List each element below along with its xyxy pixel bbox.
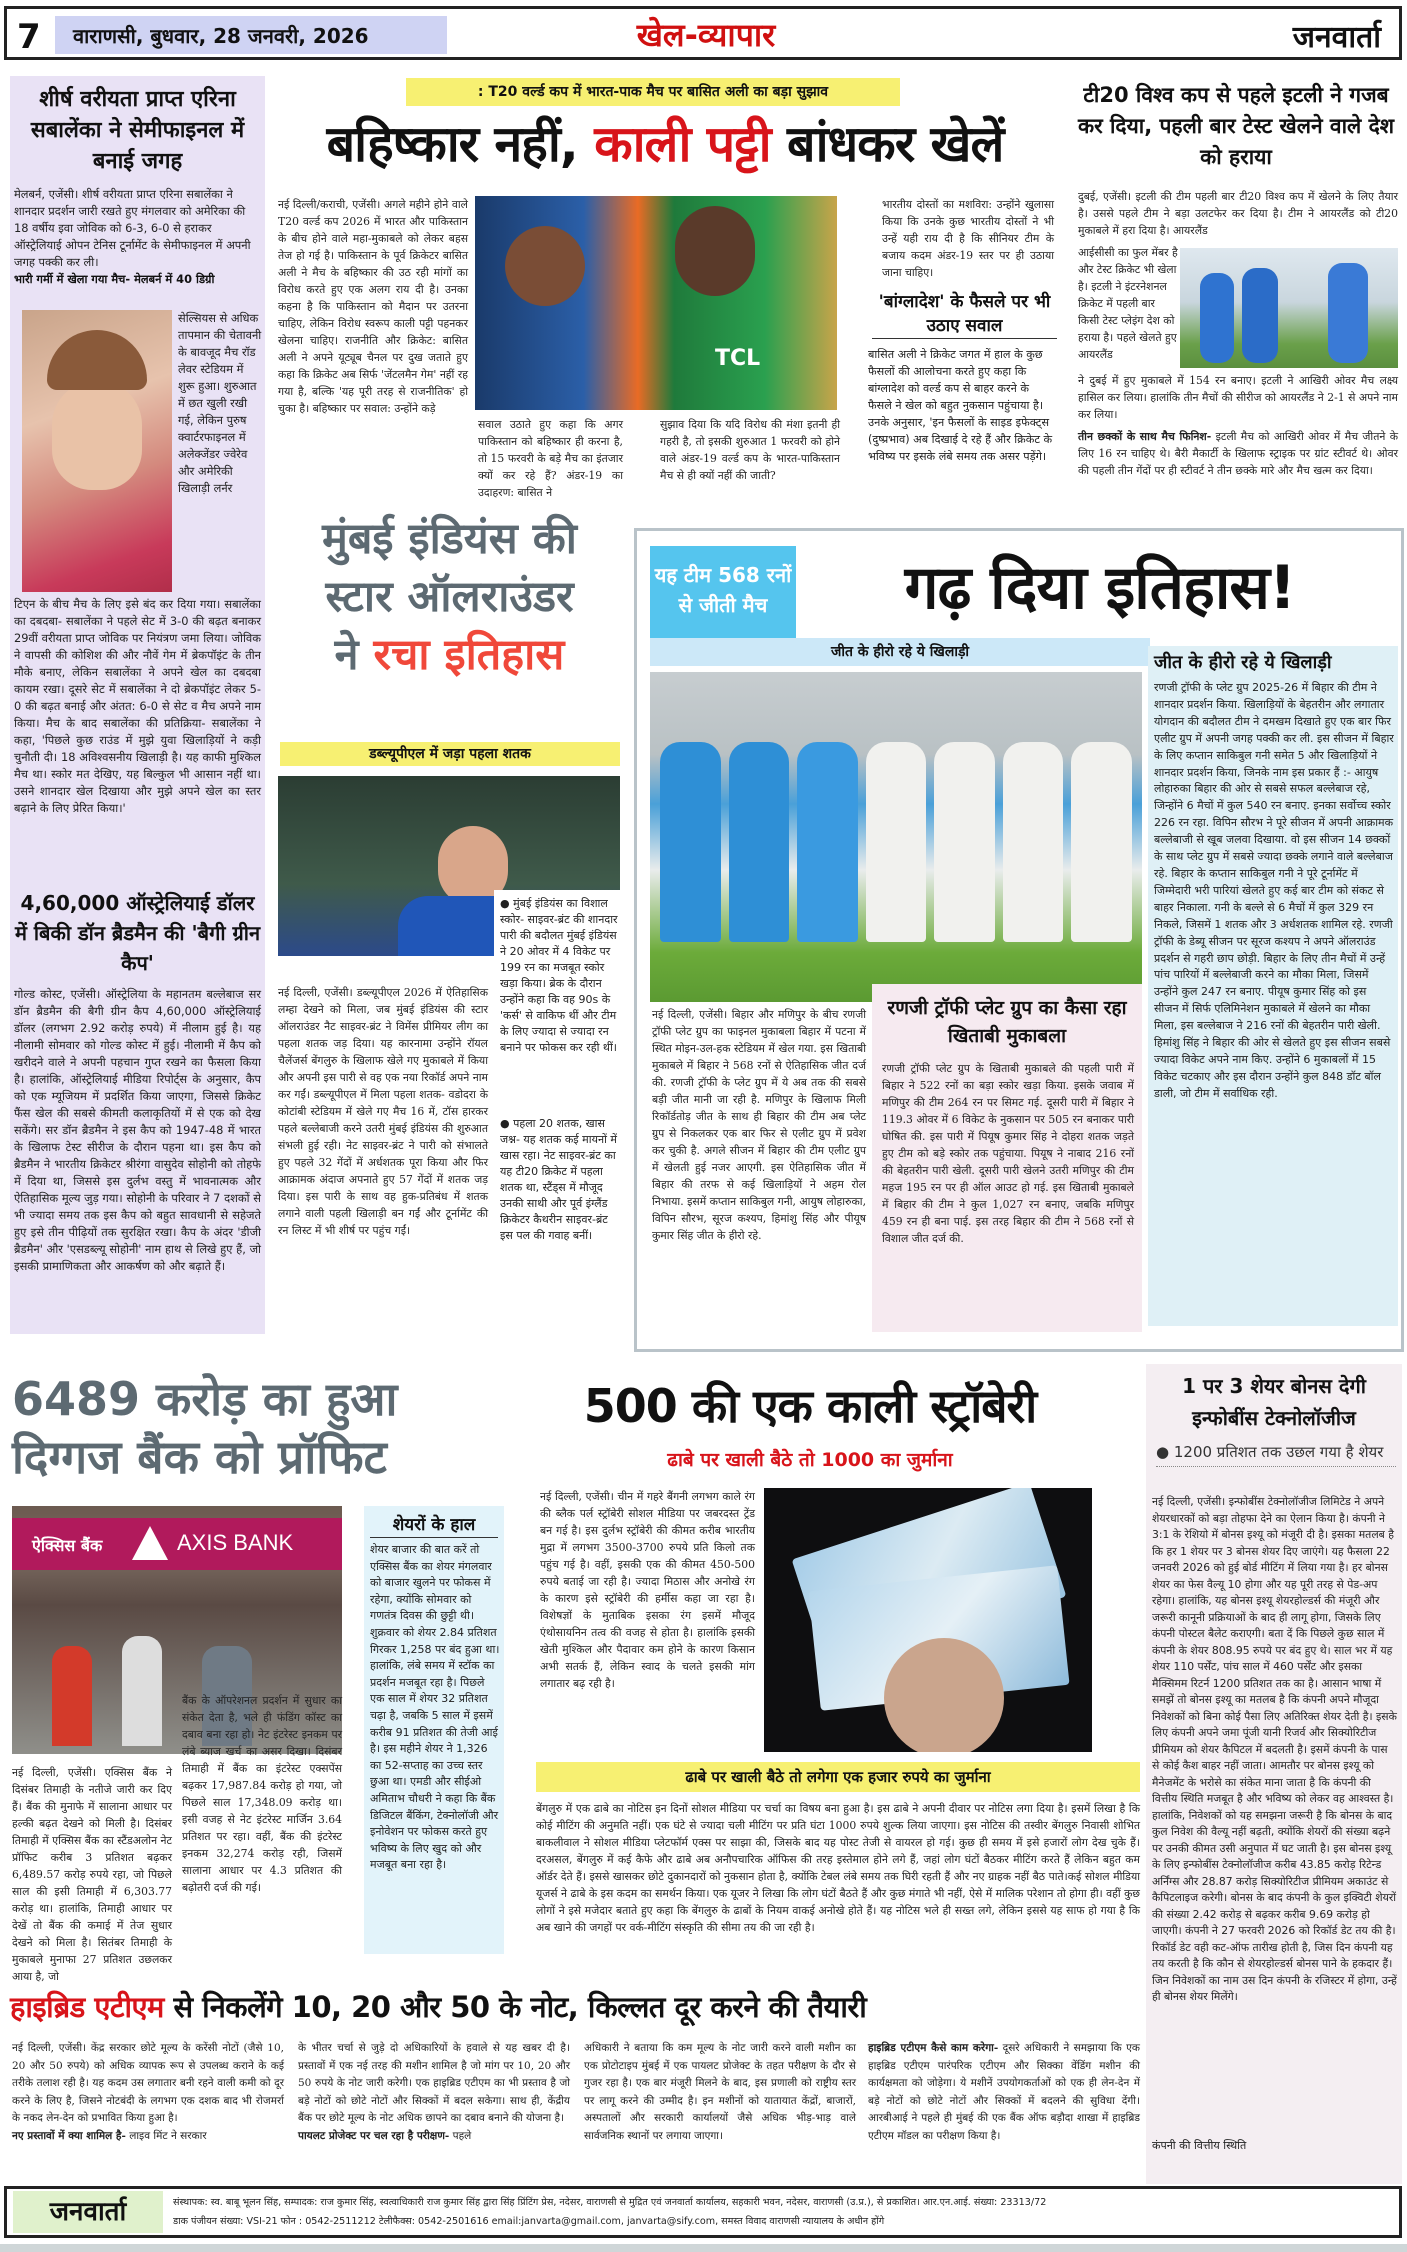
atm-col1-text: नई दिल्ली, एजेंसी। केंद्र सरकार छोटे मूल्य के करेंसी नोटों (जैसे 10, 20 और 50 रुपये) को अधिक व्यापक रूप से उपलब्ध कराने के कई तरीके तलाश रही है। यह कदम उस लगातार बनी रहने वाली कमी को दूर करने के लिए है, जिसने नोटबंदी के लगभग एक दशक बाद भी रोजमर्रा के नकद लेन-देन को प्रभावित किया हुआ है। <box>12 2042 284 2124</box>
player-fig-1 <box>1200 273 1234 363</box>
player-figure <box>1071 742 1132 942</box>
player-figure <box>797 742 858 942</box>
strawberry-body: नई दिल्ली, एजेंसी। चीन में गहरे बैंगनी लगभग काले रंग की ब्लैक पर्ल स्ट्रॉबेरी सोशल मीडिया पर जबरदस्त ट्रेंड बन गई है। इस दुर्लभ स्ट्रॉबेरी की कीमत करीब भारतीय मुद्रा में लगभग 3500-3700 रुपये प्रति किलो तक पहुंच गई है। वहीं, इसकी एक की कीमत 450-500 रुपये बताई जा रही है। ज्यादा मिठास और अनोखे रंग के कारण इसे स्ट्रॉबेरी की हर्मीस कहा जा रहा है। विशेषज्ञों के मुताबिक इसका रंग इसमें मौजूद एंथोसायनिन तत्व की वजह से होता है। हालांकि इसकी खेती मुश्किल और पैदावार कम होने के कारण किसान अभी सतर्क हैं, लेकिन स्वाद के चलते इसकी मांग लगातार बढ़ रही है। <box>540 1490 755 1690</box>
basit-col1: नई दिल्ली/कराची, एजेंसी। अगले महीने होने वाले T20 वर्ल्ड कप 2026 में भारत और पाकिस्तान के बीच होने वाले महा-मुकाबले को लेकर बहस तेज हो गई है। पाकिस्तान के पूर्व क्रिकेटर बासित अली ने मैच के बहिष्कार की उठ रही मांगों का विरोध करते हुए एक अलग राय दी है। उनका कहना है कि पाकिस्तान को मैदान पर उतरना चाहिए, लेकिन विरोध स्वरूप काली पट्टी पहनकर खेलना चाहिए। राजनीति और क्रिकेट: बासित अली ने अपने यूट्यूब चैनल पर दुख जताते हुए कहा कि क्रिकेट अब सिर्फ 'जेंटलमैन गेम' नहीं रह गया है, बल्कि 'यह पूरी तरह से राजनीतिक' हो चुका है। बहिष्कार पर सवाल: उन्होंने कड़े <box>278 198 468 415</box>
axis-logo-icon <box>132 1526 168 1560</box>
player-fig-2 <box>1242 268 1278 363</box>
italy-subhead: तीन छक्कों के साथ मैच फिनिश- <box>1078 430 1212 443</box>
player-head-1 <box>505 226 585 306</box>
basit-kicker: : T20 वर्ल्ड कप में भारत-पाक मैच पर बासित अली का बड़ा सुझाव <box>406 78 900 106</box>
face-shape <box>52 380 142 490</box>
player-figure <box>866 742 927 942</box>
imprint-brand: जनवार्ता <box>13 2191 163 2233</box>
sabalenka-body: टिएन के बीच मैच के लिए इसे बंद कर दिया गया। सबालेंका का दबदबा- सबालेंका ने पहले सेट में 3-0 की बढ़त बनाकर 29वीं वरीयता प्राप्त जोविक पर नियंत्रण जमा लिया। जोविक ने वापसी की कोशिश की और नौवें गेम में ब्रेकपॉइंट के तीन मौके बनाए, लेकिन सबालेंका ने अपने खेल का दबदबा कायम रखा। दूसरे सेट में सबालेंका ने दो ब्रेकपॉइंट लेकर 5-0 की बढ़त बनाई और अंतत: 6-0 से सेट व मैच अपने नाम किया। मैच के बाद सबालेंका की प्रतिक्रिया- सबालेंका ने कहा, 'पिछले कुछ राउंड में मुझे युवा खिलाड़ियों ने कड़ी चुनौती दी। 18 अविश्वसनीय खिलाड़ी है। यह काफी मुश्किल मैच था। स्कोर मत देखिए, यह बिल्कुल भी आसान नहीं था। उसने शानदार खेल दिखाया और मुझे अपने खेल का स्तर बढ़ाने के लिए प्रेरित किया।' <box>14 597 261 815</box>
wpl-headline-line1: मुंबई इंडियंस की <box>322 514 577 564</box>
italy-wrap: आईसीसी का फुल मेंबर है और टेस्ट क्रिकेट भी खेला है। इटली ने इंटरनेशनल क्रिकेट में पहली बार किसी टेस्ट प्लेइंग देश को हराया है। पहले खेलते हुए आयरलैंड <box>1078 246 1178 361</box>
wpl-bullet1-text: मुंबई इंडियंस का विशाल स्कोर- साइवर-ब्रंट की शानदार पारी की बदौलत मुंबई इंडियंस ने 20 ओवर में 4 विकेट पर 199 रन का मजबूत स्कोर खड़ा किया। ब्रेक के दौरान उन्होंने कहा कि वह 90s के 'कर्स' से वाकिफ थीं और टीम के लिए ज्यादा से ज्यादा रन बनाने पर फोकस कर रही थीं। <box>500 897 618 1054</box>
dhaba-title: ढाबे पर खाली बैठे तो लगेगा एक हजार रुपये का जुर्माना <box>536 1762 1140 1792</box>
infobeans-bullet-text: 1200 प्रतिशत तक उछल गया है शेयर <box>1173 1443 1384 1461</box>
italy-body2-text: इटली मैच को आखिरी ओवर में मैच जीतने के लिए 16 रन चाहिए थे। बैरी मैकार्टी के खिलाफ स्ट्राइक पर ग्रांट स्टीवर्ट थे। ओवर की पहली तीन गेंदों पर ही स्टीवर्ट ने तीन छक्के मारे और मैच खत्म कर दिया। <box>1078 430 1399 477</box>
ranji-body: नई दिल्ली, एजेंसी। बिहार और मणिपुर के बीच रणजी ट्रॉफी प्लेट ग्रुप का फाइनल मुकाबला बिहार में पटना में स्थित मोइन-उल-हक स्टेडियम में खेल गया. इस खिताबी मुकाबले में बिहार ने 568 रनों से ऐतिहासिक जीत दर्ज की. रणजी ट्रॉफी के प्लेट ग्रुप में ये अब तक की सबसे बड़ी जीत मानी जा रही है. मणिपुर के खिलाफ मिली रिकॉर्डतोड़ जीत के साथ ही बिहार की टीम अब प्लेट ग्रुप से निकलकर एक बार फिर से एलीट ग्रुप में प्रवेश कर चुकी है. अगले सीजन में बिहार की टीम एलीट ग्रुप में खेलती हुई नजर आएगी. इस ऐतिहासिक जीत में बिहार की तरफ से कई खिलाड़ियों ने अहम रोल निभाया. इसमें कप्तान साकिबुल गनी, आयुष लोहारुका, विपिन सौरभ, सूरज कश्यप, हिमांशु सिंह और पीयूष कुमार सिंह जीत के हीरो रहे. <box>652 1008 867 1242</box>
wpl-bullet2 <box>500 1116 620 1244</box>
infobeans-bullet <box>1156 1440 1396 1467</box>
hand-shape <box>884 1638 1004 1752</box>
brand-logo: जनवार्ता <box>1292 20 1381 55</box>
atm-col1 <box>12 2040 284 2145</box>
dhaba-body: बेंगलुरु में एक ढाबे का नोटिस इन दिनों सोशल मीडिया पर चर्चा का विषय बना हुआ है। इस ढाबे ने अपनी दीवार पर नोटिस लगा दिया है। इसमें लिखा है कि कोई मीटिंग की अनुमति नहीं। एक घंटे से ज्यादा चली मीटिंग पर प्रति घंटा 1000 रुपये शुल्क लिया जाएगा। इस नोटिस की तस्वीर बेंगलुरु निवासी शोभित बाकलीवाल ने सोशल मीडिया प्लेटफॉर्म एक्स पर साझा की, जिसके बाद यह पोस्ट तेजी से वायरल हो गई। कुछ ही समय में इसे हजारों लोग देख चुके हैं। दरअसल, बेंगलुरु में कई कैफे और ढाबे अब अनौपचारिक ऑफिस की तरह इस्तेमाल होने लगे हैं, जहां लोग घंटों बैठकर मीटिंग करते हैं लेकिन बहुत कम ऑर्डर देते हैं। इससे खासकर छोटे दुकानदारों को नुकसान होता है, क्योंकि टेबल लंबे समय तक घिरी रहती हैं और नए ग्राहक नहीं बैठ पाते।कई सोशल मीडिया यूजर्स ने ढाबे के इस कदम का समर्थन किया। एक यूजर ने लिखा कि लोग घंटों बैठते हैं और कुछ मंगाते भी नहीं, ऐसे में मालिक परेशान तो होगा ही। वहीं कुछ लोगों ने इसे मजेदार बताते हुए कहा कि बेंगलुरु के ढाबों के नियम वाकई अनोखे होते हैं। यह नोटिस भले ही सख्त लगे, लेकिन इससे यह साफ हो गया है कि अब खाने की जगहों पर वर्क-मीटिंग संस्कृति की सीमा तय की जा रही है। <box>536 1802 1140 1934</box>
shares-body: शेयर बाजार की बात करें तो एक्सिस बैंक का शेयर मंगलवार को बाजार खुलने पर फोकस में रहेगा, क्योंकि सोमवार को गणतंत्र दिवस की छुट्टी थी। शुक्रवार को शेयर 2.84 प्रतिशत गिरकर 1,258 पर बंद हुआ था। हालांकि, लंबे समय में स्टॉक का प्रदर्शन मजबूत रहा है। पिछले एक साल में शेयर 32 प्रतिशत चढ़ा है, जबकि 5 साल में इसमें करीब 91 प्रतिशत की तेजी आई है। इस महीने शेयर ने 1,326 का 52-सप्ताह का उच्च स्तर छुआ था। एमडी और सीईओ अमिताभ चौधरी ने कहा कि बैंक डिजिटल बैंकिंग, टेक्नोलॉजी और इनोवेशन पर फोकस करते हुए भविष्य के लिए खुद को और मजबूत बना रहा है। <box>370 1543 500 1872</box>
atm-headline-red: हाइब्रिड एटीएम <box>10 1990 164 2024</box>
bradman-headline: 4,60,000 ऑस्ट्रेलियाई डॉलर में बिकी डॉन ब्रैडमैन की 'बैगी ग्रीन कैप' <box>14 891 261 975</box>
atm-col4-text: दूसरे अधिकारी ने समझाया कि एक हाइब्रिड एटीएम पारंपरिक एटीएम और सिक्का वेंडिंग मशीन की कार्यक्षमता को जोड़ेगा। ये मशीनें उपयोगकर्ताओं को एक ही लेन-देन में बड़े नोटों को छोटे नोटों और सिक्कों में बदलने की सुविधा देंगी। आरबीआई ने पहले ही मुंबई की एक बैंक ऑफ बड़ौदा शाखा में हाइब्रिड एटीएम मॉडल का परीक्षण किया है। <box>868 2042 1140 2142</box>
wpl-headline-line2: स्टार ऑलराउंडर <box>325 572 574 622</box>
person-figure <box>122 1636 162 1746</box>
axis-headline-line2: दिग्गज बैंक को प्रॉफिट <box>12 1430 387 1484</box>
atm-col3: अधिकारी ने बताया कि कम मूल्य के नोट जारी करने वाली मशीन का एक प्रोटोटाइप मुंबई में एक पायलट प्रोजेक्ट के तहत परीक्षण के दौर से गुजर रहा है। एक बार मंजूरी मिलने के बाद, इस प्रणाली को राष्ट्रीय स्तर पर लागू करने की उम्मीद है। इन मशीनों को यातायात केंद्रों, बाजारों, अस्पतालों और सरकारी कार्यालयों जैसे अधिक भीड़-भाड़ वाले सार्वजनिक स्थानों पर लगाया जाएगा। <box>584 2042 856 2142</box>
page-number: 7 <box>17 17 41 57</box>
dateline: वाराणसी, बुधवार, 28 जनवरी, 2026 <box>55 16 447 54</box>
wpl-body: नई दिल्ली, एजेंसी। डब्ल्यूपीएल 2026 में ऐतिहासिक लम्हा देखने को मिला, जब मुंबई इंडियंस की स्टार ऑलराउंडर नैट साइवर-ब्रंट ने विमेंस प्रीमियर लीग का पहला शतक जड़ दिया। यह कारनामा उन्होंने रॉयल चैलेंजर्स बेंगलुरु के खिलाफ खेले गए मुकाबले में किया और अपनी इस पारी से वह एक नया रिकॉर्ड अपने नाम कर गईं। डब्ल्यूपीएल में मिला पहला शतक- वडोदरा के कोटांबी स्टेडियम में खेले गए मैच 16 में, टॉस हारकर पहले बल्लेबाजी करने उतरी मुंबई इंडियंस की शुरुआत संभली हुई रही। नेट साइवर-ब्रंट ने पारी को संभालते हुए पहले 32 गेंदों में अर्धशतक पूरा किया और फिर आक्रामक अंदाज अपनाते हुए 57 गेंदों में शतक जड़ दिया। इस पारी के साथ वह हुक-प्रतिबंध में शतक लगाने वाली पहली खिलाड़ी बन गईं और टूर्नामेंट की रन लिस्ट में भी शीर्ष पर पहुंच गईं। <box>278 986 488 1237</box>
axis-headline <box>12 1370 532 1486</box>
wpl-headline-line3 <box>272 626 627 684</box>
basit-photo <box>475 196 837 410</box>
player-fig-3 <box>1328 263 1368 363</box>
ranji-box-body: रणजी ट्रॉफी प्लेट ग्रुप के खिताबी मुकाबले की पहली पारी में बिहार ने 522 रनों का बड़ा स्कोर खड़ा किया. इसके जवाब में मणिपुर की टीम 264 रन पर सिमट गई. दूसरी पारी में बिहार ने 119.3 ओवर में 6 विकेट के नुकसान पर 505 रन बनाकर पारी घोषित की. इस पारी में पियूष कुमार सिंह ने दोहरा शतक जड़ते हुए टीम को बड़े स्कोर तक पहुंचाया. पियूष ने नाबाद 216 रनों की बेहतरीन पारी खेली. दूसरी पारी खेलने उतरी मणिपुर की टीम महज 195 रन पर ही ऑल आउट हो गई. इस खिताबी मुकाबले में बिहार की टीम ने कुल 1,027 रन बनाए, जबकि मणिपुर 459 रन ही बना पाई. इस तरह बिहार की टीम ने 568 रनों से विशाल जीत दर्ज की. <box>882 1062 1134 1245</box>
basit-col3: सुझाव दिया कि यदि विरोध की मंशा इतनी ही गहरी है, तो इसकी शुरुआत 1 फरवरी को होने वाले अंडर-19 वर्ल्ड कप के भारत-पाकिस्तान मैच से ही क्यों नहीं की जाती? <box>660 418 840 482</box>
basit-headline <box>270 114 1060 174</box>
atm-col2-tail: पहले <box>452 2129 472 2142</box>
infobeans-headline: 1 पर 3 शेयर बोनस देगी इन्फोबींस टेक्नोलॉजीज <box>1182 1374 1366 1430</box>
player-figure <box>660 742 721 942</box>
atm-col4-subhead: हाइब्रिड एटीएम कैसे काम करेगा- <box>868 2042 999 2054</box>
bullet-dot-icon: ● <box>1156 1443 1174 1461</box>
italy-lead: दुबई, एजेंसी। इटली की टीम पहली बार टी20 विश्व कप में खेलने के लिए तैयार है। उससे पहले टीम ने बड़ा उलटफेर कर दिया है। टीम ने आयरलैंड को टी20 मुकाबले में हरा दिया है। आयरलैंड <box>1078 190 1398 237</box>
imprint-footer <box>4 2186 1402 2238</box>
tcl-logo: TCL <box>715 346 761 371</box>
masthead <box>4 6 1402 60</box>
strawberry-headline: 500 की एक काली स्ट्रॉबेरी <box>583 1379 1037 1433</box>
atm-headline-rest: से निकलेंगे 10, 20 और 50 के नोट, किल्लत दूर करने की तैयारी <box>173 1990 867 2024</box>
strawberry-subhead: ढाबे पर खाली बैठे तो 1000 का जुर्माना <box>667 1449 953 1471</box>
sabalenka-wrap: सेल्सियस से अधिक तापमान की चेतावनी के बावजूद मैच रॉड लेवर स्टेडियम में शुरू हुआ। शुरुआत में छत खुली रखी गई, लेकिन पुरुष क्वार्टरफाइनल में अलेक्जेंडर ज्वेरेव और अमेरिकी खिलाड़ी लर्नर <box>178 311 262 495</box>
headline-red: काली पट्टी <box>594 115 771 173</box>
currency-photo <box>764 1488 1092 1752</box>
shares-title: शेयरों के हाल <box>370 1512 498 1538</box>
player-figure <box>729 742 790 942</box>
atm-col2-subhead: पायलट प्रोजेक्ट पर चल रहा है परीक्षण- <box>298 2129 450 2142</box>
atm-col2 <box>298 2040 570 2145</box>
imprint-line2: डाक पंजीयन संख्या: VSI-21 फोन : 0542-2511212 टेलीफैक्स: 0542-2501616 email:janvarta@gmail.com, janvarta@sify.com, समस्त विवाद वाराणसी न्यायालय के अधीन होंगे <box>173 2216 885 2227</box>
player-figure <box>934 742 995 942</box>
sabalenka-headline: शीर्ष वरीयता प्राप्त एरिना सबालेंका ने सेमीफाइनल में बनाई जगह <box>30 87 245 174</box>
ranji-box-title: रणजी ट्रॉफी प्लेट ग्रुप का कैसा रहा खिताबी मुकाबला <box>887 997 1127 1047</box>
axis-sign-english: AXIS BANK <box>177 1530 294 1555</box>
wpl-headline-ne: ने <box>334 630 359 680</box>
ranji-team-photo <box>650 672 1142 1002</box>
imprint-line1: संस्थापक: स्व. बाबू भूलन सिंह, सम्पादक: राज कुमार सिंह, स्वत्वाधिकारी राज कुमार सिंह द्वारा सिंह प्रिंटिंग प्रेस, नदेसर, वाराणसी से मुद्रित एवं जनवार्ता कार्यालय, सहकारी भवन, नदेसर, वाराणसी (उ.प्र.), से प्रकाशित। आर.एन.आई. संख्या: 23313/72 <box>173 2197 1047 2208</box>
sabalenka-lead: मेलबर्न, एजेंसी। शीर्ष वरीयता प्राप्त एरिना सबालेंका ने शानदार प्रदर्शन जारी रखते हुए मंगलवार को अमेरिका की 18 वर्षीय इवा जोविक को 6-3, 6-0 से हराकर ऑस्ट्रेलियाई ओपन टेनिस टूर्नामेंट के सेमीफाइनल में अपनी जगह पक्की कर ली। <box>14 187 251 269</box>
wpl-strap: डब्ल्यूपीएल में जड़ा पहला शतक <box>280 742 620 766</box>
ranji-tag: यह टीम 568 रनों से जीती मैच <box>650 546 796 638</box>
wpl-bullet2-text: पहला 20 शतक, खास जश्न- यह शतक कई मायनों में खास रहा। नेट साइवर-ब्रंट का यह टी20 क्रिकेट में पहला शतक था, स्टैंड्स में मौजूद उनकी साथी और पूर्व इंग्लैंड क्रिकेटर कैथरीन साइवर-ब्रंट इस पल की गवाह बनीं। <box>500 1117 617 1242</box>
atm-headline <box>10 1986 1140 2028</box>
basit-col2: सवाल उठाते हुए कहा कि अगर पाकिस्तान को बहिष्कार ही करना है, तो 15 फरवरी के बड़े मैच का इंतजार क्यों कर रहे हैं? अंडर-19 का उदाहरण: बासित ने <box>478 418 623 499</box>
infobeans-body: नई दिल्ली, एजेंसी। इन्फोबींस टेक्नोलॉजीज लिमिटेड ने अपने शेयरधारकों को बड़ा तोहफा देने का ऐलान किया है। कंपनी ने 3:1 के रेशियो में बोनस इश्यू को मंजूरी दी है। इसका मतलब है कि हर 1 शेयर पर 3 बोनस शेयर दिए जाएंगे। यह फैसला 22 जनवरी 2026 को हुई बोर्ड मीटिंग में लिया गया है। हर बोनस शेयर का फेस वैल्यू 10 होगा और यह पूरी तरह से पेड-अप रहेगा। हालांकि, यह बोनस इश्यू शेयरहोल्डर्स की मंजूरी और जरूरी कानूनी प्रक्रियाओं के बाद ही लागू होगा, जिसके लिए कंपनी पोस्टल बैलेट कराएगी। बता दें कि पिछले कुछ साल में कंपनी के शेयर 808.95 रुपये पर बंद हुए थे। साल भर में यह शेयर 110 पर्सेंट, पांच साल में 460 पर्सेंट और इसका मैक्सिमम रिटर्न 1200 प्रतिशत तक का है। आसान भाषा में समझें तो बोनस इश्यू का मतलब है कि कंपनी अपने मौजूदा निवेशकों को बिना कोई पैसा लिए अतिरिक्त शेयर देती है। इसके लिए कंपनी अपने जमा पूंजी यानी रिजर्व और सिक्योरिटीज प्रीमियम को शेयर कैपिटल में बदलती है। इसमें कंपनी के पास से कोई कैश बाहर नहीं जाता। आमतौर पर बोनस इश्यू को मैनेजमेंट के भरोसे का संकेत माना जाता है कि कंपनी की वित्तीय स्थिति मजबूत है और भविष्य को लेकर वह आश्वस्त है। हालांकि, निवेशकों को यह समझना जरूरी है कि बोनस के बाद कुल निवेश की वैल्यू नहीं बढ़ती, क्योंकि शेयरों की संख्या बढ़ने पर उनकी कीमत उसी अनुपात में घट जाती है। इस बोनस इश्यू के लिए इन्फोबींस टेक्नोलॉजीज करीब 43.85 करोड़ रिटेन्ड अर्निंग्स और 28.87 करोड़ सिक्योरिटीज प्रीमियम अकाउंट से कैपिटलाइज करेगी। बोनस के बाद कंपनी के कुल इक्विटी शेयरों की संख्या 2.42 करोड़ से बढ़कर करीब 9.69 करोड़ हो जाएगी। कंपनी ने 27 फरवरी 2026 को रिकॉर्ड डेट तय की है। रिकॉर्ड डेट वही कट-ऑफ तारीख होती है, जिस दिन कंपनी यह तय करती है कि कौन से शेयरहोल्डर्स बोनस पाने के हकदार हैं। जिन निवेशकों का नाम उस दिन कंपनी के रजिस्टर में होगा, उन्हें ही बोनस शेयर मिलेंगे। <box>1152 1495 1397 2003</box>
wpl-bullet1 <box>500 896 620 1056</box>
headline-part1: बहिष्कार नहीं, <box>326 115 578 173</box>
wpl-headline-red: रचा इतिहास <box>373 630 565 680</box>
person-figure <box>52 1646 92 1746</box>
player-head-2 <box>675 206 755 296</box>
infobeans-footer-sub: कंपनी की वित्तीय स्थिति <box>1152 2139 1247 2152</box>
italy-photo <box>1180 248 1398 368</box>
ranji-side-title: जीत के हीरो रहे ये खिलाड़ी <box>1154 652 1332 673</box>
sabalenka-subhead: भारी गर्मी में खेला गया मैच- मेलबर्न में 40 डिग्री <box>14 272 215 286</box>
atm-col2-text: के भीतर चर्चा से जुड़े दो अधिकारियों के हवाले से यह खबर दी है। प्रस्तावों में एक नई तरह की मशीन शामिल है जो मांग पर 10, 20 और 50 रुपये के नोट जारी करेगी। एक हाइब्रिड एटीएम का भी प्रस्ताव है जो बड़े नोटों को छोटे नोटों और सिक्कों में बदल सकेगा। साथ ही, केंद्रीय बैंक पर छोटे मूल्य के नोट अधिक छापने का दबाव बनाने की योजना है। <box>298 2042 570 2124</box>
hair-shape <box>47 330 147 390</box>
team-figures <box>650 742 1142 942</box>
wpl-headline <box>272 510 627 684</box>
sabalenka-photo <box>22 310 172 592</box>
basit-col4: भारतीय दोस्तों का मशविरा: उन्होंने खुलासा किया कि उनके कुछ भारतीय दोस्तों ने भी उन्हें यही राय दी है कि सीनियर टीम के बजाय कदम अंडर-19 स्तर पर ही उठाया जाना चाहिए। <box>882 198 1054 279</box>
bottom-trim <box>0 2244 1407 2252</box>
italy-body2 <box>1078 428 1398 479</box>
ranji-side-body: रणजी ट्रॉफी के प्लेट ग्रुप 2025-26 में बिहार की टीम ने शानदार प्रदर्शन किया. खिलाड़ियों के बेहतरीन और लगातार योगदान की बदौलत टीम ने दमखम दिखाते हुए एक बार फिर एलीट ग्रुप में अपनी जगह पक्की कर ली. इस सीजन में बिहार के लिए कप्तान साकिबुल गनी समेत 5 और खिलाड़ियों ने शानदार प्रदर्शन किया, जिनके नाम इस प्रकार हैं :- आयुष लोहारुका बिहार की ओर से सबसे सफल बल्लेबाज रहे, जिन्होंने 6 मैचों में कुल 540 रन बनाए. इनका सर्वोच्च स्कोर 226 रन रहा. विपिन सौरभ ने पूरे सीजन में अपनी आक्रामक बल्लेबाजी से खूब जलवा दिखाया. वो इस सीजन 14 छक्कों के साथ प्लेट ग्रुप में सबसे ज्यादा छक्के लगाने वाले बल्लेबाज रहे. बिहार के कप्तान साकिबुल गनी ने पूरे टूर्नामेंट में जिम्मेदारी भरी पारियां खेलते हुए कई बार टीम को संकट से बाहर निकाला. गनी के बल्ले से 6 मैचों में कुल 329 रन निकले, जिसमें 1 शतक और 3 अर्धशतक शामिल रहे. रणजी ट्रॉफी के डेब्यू सीजन पर सूरज कश्यप ने अपने ऑलराउंड प्रदर्शन से गहरी छाप छोड़ी. बिहार के लिए तीन मैचों में उन्हें पांच पारियों में बल्लेबाजी करने का मौका मिला, जिसमें उन्होंने कुल 247 रन बनाए. पीयूष कुमार सिंह को इस सीजन में सिर्फ एलिमिनेशन मुकाबले में खेलने का मौका मिला, इस बल्लेबाज ने 216 रनों की बेहतरीन पारी खेली. हिमांशु सिंह ने बिहार की ओर से खेलते हुए इस सीजन सबसे ज्यादा विकेट अपने नाम किए. उन्होंने 6 मुकाबलों में 15 विकेट चटकाए और इस दौरान उन्होंने कुल 848 डॉट बॉल डाली, जो टीम में सर्वाधिक रही. <box>1154 681 1394 1100</box>
atm-col1-tail: लाइव मिंट ने सरकार <box>129 2129 207 2142</box>
axis-body1: नई दिल्ली, एजेंसी। एक्सिस बैंक ने दिसंबर तिमाही के नतीजे जारी कर दिए हैं। बैंक की मुनाफे में सालाना आधार पर हल्की बढ़त देखने को मिली है। दिसंबर तिमाही में एक्सिस बैंक का स्टैंडअलोन नेट प्रॉफिट करीब 3 प्रतिशत बढ़कर 6,489.57 करोड़ रुपये रहा, जो पिछले साल की इसी तिमाही में 6,303.77 करोड़ था। हालांकि, तिमाही आधार पर देखें तो बैंक की कमाई में तेज सुधार देखने को मिला है। सितंबर तिमाही के मुकाबले मुनाफा 27 प्रतिशत उछलकर आया है, जो <box>12 1766 172 1983</box>
atm-col4 <box>868 2040 1140 2145</box>
bangladesh-subhead: 'बांग्लादेश' के फैसले पर भी उठाए सवाल <box>872 290 1057 339</box>
section-title: खेल-व्यापार <box>636 16 776 54</box>
axis-headline-line1: 6489 करोड़ का हुआ <box>12 1372 398 1426</box>
bradman-body: गोल्ड कोस्ट, एजेंसी। ऑस्ट्रेलिया के महानतम बल्लेबाज सर डॉन ब्रैडमैन की बैगी ग्रीन कैप 4,60,000 ऑस्ट्रेलियाई डॉलर (लगभग 2.92 करोड़ रुपये) में नीलाम हुई है। यह नीलामी सोमवार को गोल्ड कोस्ट में हुई। नीलामी में कैप को खरीदने वाले ने अपनी पहचान गुप्त रखने का फैसला किया है। हालांकि, ऑस्ट्रेलियाई मीडिया रिपोर्ट्स के अनुसार, कैप को एक म्यूजियम में प्रदर्शित किया जाएगा, जिससे क्रिकेट फैंस खेल की सबसे कीमती कलाकृतियों में से एक को देख सकेंगे। सर डॉन ब्रैडमैन ने इस कैप को 1947-48 में भारत के खिलाफ टेस्ट सीरीज के दौरान पहना था। इस कैप को ब्रैडमैन ने भारतीय क्रिकेटर श्रीरंगा वासुदेव सोहोनी को तोहफे में दिया था, जिससे इस दुर्लभ वस्तु में भावनात्मक और ऐतिहासिक मूल्य जुड़ गया। सोहोनी के परिवार ने 7 दशकों से भी ज्यादा समय तक इस कैप को बहुत सावधानी से सहेजते हुए इसे तीन पीढ़ियों तक सुरक्षित रखा। कैप के अंदर 'डीजी ब्रैडमैन' और 'एसडब्ल्यू सोहोनी' नाम हाथ से लिखे हुए हैं, जो इसकी प्रामाणिकता और आकर्षण को और बढ़ाते हैं। <box>14 987 261 1273</box>
axis-body2: बैंक के ऑपरेशनल प्रदर्शन में सुधार का संकेत देता है, भले ही फंडिंग कॉस्ट का दबाव बना रहा हो। नेट इंटरेस्ट इनकम पर लंबे ब्याज खर्च का असर दिखा। दिसंबर तिमाही में बैंक का इंटरेस्ट एक्सपेंस बढ़कर 17,987.84 करोड़ हो गया, जो पिछले साल 17,348.09 करोड़ था। इसी वजह से नेट इंटरेस्ट मार्जिन 3.64 प्रतिशत पर रहा। वहीं, बैंक की इंटरेस्ट इनकम 32,274 करोड़ रही, जिसमें सालाना आधार पर 4.3 प्रतिशत की बढ़ोतरी दर्ज की गई। <box>182 1694 342 1894</box>
headline-part2: बांधकर खेलें <box>787 115 1004 173</box>
bullet-dot-icon: ● <box>500 1117 514 1130</box>
atm-col1-subhead: नए प्रस्तावों में क्या शामिल है- <box>12 2129 126 2142</box>
bullet-dot-icon: ● <box>500 897 514 910</box>
italy-body: ने दुबई में हुए मुकाबले में 154 रन बनाए। इटली ने आखिरी ओवर मैच लक्ष्य हासिल कर लिया। हालांकि तीन मैचों की सीरीज को आयरलैंड ने 2-1 से अपने नाम कर लिया। <box>1078 374 1398 421</box>
italy-headline: टी20 विश्व कप से पहले इटली ने गजब कर दिया, पहली बार टेस्ट खेलने वाले देश को हराया <box>1077 83 1395 169</box>
ranji-photo-caption: जीत के हीरो रहे ये खिलाड़ी <box>650 638 1150 666</box>
ranji-headline: गढ़ दिया इतिहास! <box>904 553 1296 623</box>
basit-col4b: बासित अली ने क्रिकेट जगत में हाल के कुछ फैसलों की आलोचना करते हुए कहा कि बांग्लादेश को वर्ल्ड कप से बाहर करने के फैसले ने खेल को बहुत नुकसान पहुंचाया है। उनके अनुसार, 'इन फैसलों के साइड इफेक्ट्स (दुष्प्रभाव) अब दिखाई दे रहे हैं और क्रिकेट के भविष्य पर इसके लंबे समय तक असर पड़ेंगे। <box>868 348 1053 463</box>
player-figure <box>1003 742 1064 942</box>
axis-sign-hindi: ऐक्सिस बैंक <box>32 1536 103 1555</box>
